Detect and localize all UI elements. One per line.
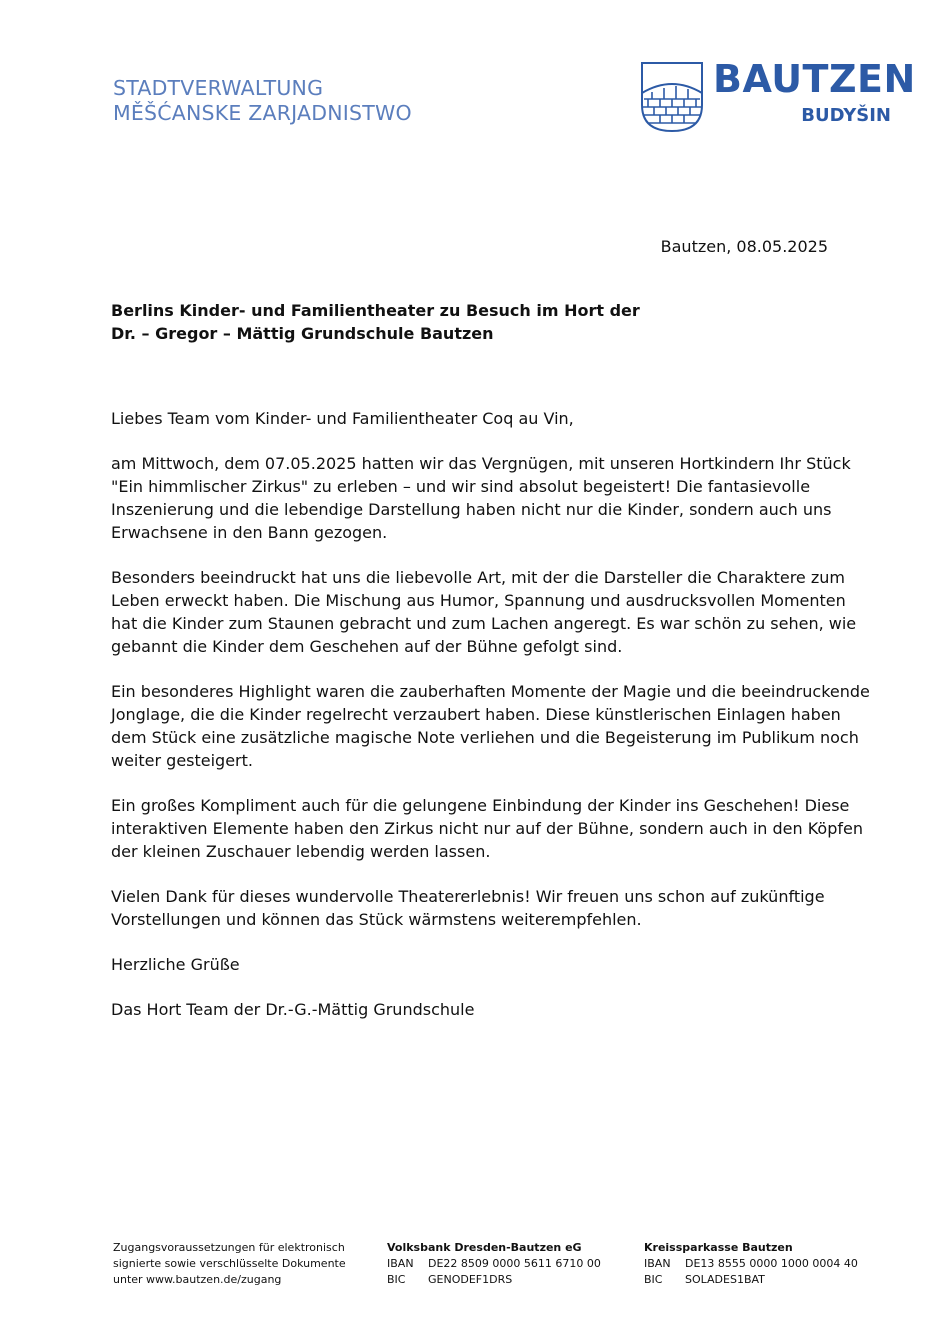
bic-label: BIC [644,1273,663,1286]
letter-body [111,407,871,1043]
organization-name-german: STADTVERWALTUNG [113,76,324,100]
closing: Herzliche Grüße [111,955,240,974]
bic-row [387,1272,601,1288]
iban-row [387,1256,601,1272]
access-note-line: Zugangsvoraussetzungen für elektronisch [113,1241,345,1254]
body-paragraph: Besonders beeindruckt hat uns die liebevolle Art, mit der die Darsteller die Charaktere zum Leben erweckt haben. Die Mischung aus Humor, Spannung und ausdrucksvollen Momenten hat die Kinder zum Staunen gebracht und zum Lachen angeregt. Es war schön zu sehen, wie gebannt die Kinder dem Geschehen auf der Bühne gefolgt sind. [111,568,857,656]
bank-details-volksbank [387,1240,601,1288]
access-note [113,1240,346,1288]
body-paragraph: Vielen Dank für dieses wundervolle Theatererlebnis! Wir freuen uns schon auf zukünftige Vorstellungen und können das Stück wärmstens weiterempfehlen. [111,887,825,929]
iban-label: IBAN [387,1257,414,1270]
letter-date: Bautzen, 08.05.2025 [660,237,828,256]
iban-value: DE22 8509 0000 5611 6710 00 [428,1257,601,1270]
iban-value: DE13 8555 0000 1000 0004 40 [685,1257,858,1270]
letter-subject [111,299,811,345]
access-note-line: unter www.bautzen.de/zugang [113,1273,282,1286]
signature: Das Hort Team der Dr.-G.-Mättig Grundschule [111,1000,475,1019]
organization-name [113,76,412,126]
subject-line: Berlins Kinder- und Familientheater zu Besuch im Hort der [111,301,640,320]
city-wall-shield-icon [640,61,704,133]
bic-value: GENODEF1DRS [428,1273,513,1286]
bic-label: BIC [387,1273,406,1286]
iban-label: IBAN [644,1257,671,1270]
bank-name: Kreissparkasse Bautzen [644,1241,793,1254]
iban-row [644,1256,858,1272]
logo-title: BAUTZEN [713,57,916,101]
salutation: Liebes Team vom Kinder- und Familientheater Coq au Vin, [111,409,574,428]
bank-details-kreissparkasse [644,1240,858,1288]
body-paragraph: am Mittwoch, dem 07.05.2025 hatten wir das Vergnügen, mit unseren Hortkindern Ihr Stück "Ein himmlischer Zirkus" zu erleben – und wir sind absolut begeistert! Die fantasievolle Inszenierung und die lebendige Darstellung haben nicht nur die Kinder, sondern auch uns Erwachsene in den Bann gezogen. [111,454,851,542]
bic-value: SOLADES1BAT [685,1273,765,1286]
bic-row [644,1272,858,1288]
bautzen-logo [640,57,916,133]
bank-name: Volksbank Dresden-Bautzen eG [387,1241,582,1254]
body-paragraph: Ein großes Kompliment auch für die gelungene Einbindung der Kinder ins Geschehen! Diese interaktiven Elemente haben den Zirkus nicht nur auf der Bühne, sondern auch in den Köpfen der kleinen Zuschauer lebendig werden lassen. [111,796,863,861]
access-note-line: signierte sowie verschlüsselte Dokumente [113,1257,346,1270]
organization-name-sorbian: MĚŠĆANSKE ZARJADNISTWO [113,101,412,125]
logo-subtitle: BUDYŠIN [801,105,891,126]
subject-line: Dr. – Gregor – Mättig Grundschule Bautzen [111,324,494,343]
body-paragraph: Ein besonderes Highlight waren die zauberhaften Momente der Magie und die beeindruckende Jonglage, die die Kinder regelrecht verzaubert haben. Diese künstlerischen Einlagen haben dem Stück eine zusätzliche magische Note verliehen und die Begeisterung im Publikum noch weiter gesteigert. [111,682,870,770]
